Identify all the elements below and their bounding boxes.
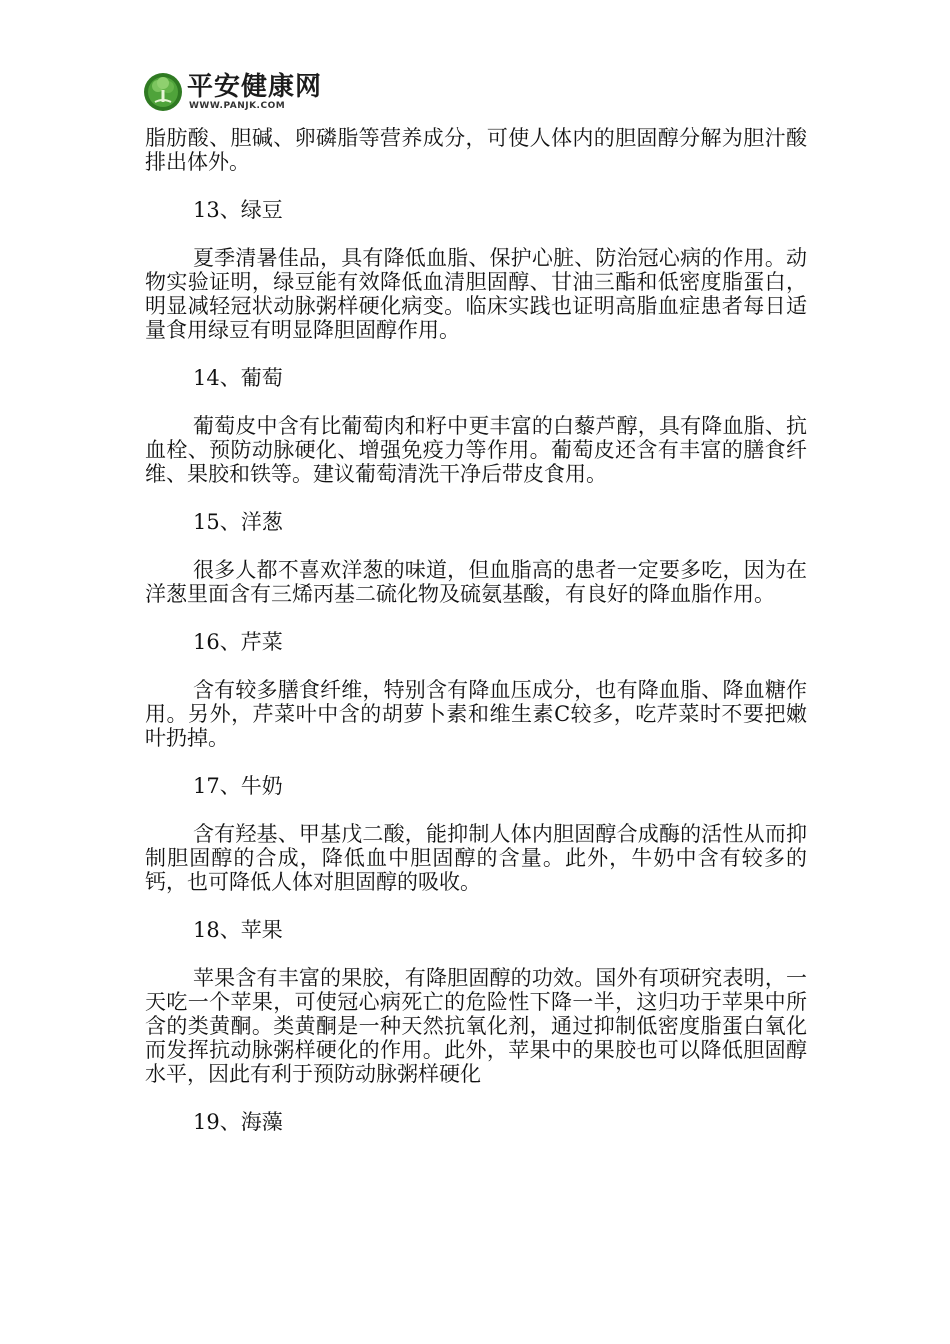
- tree-globe-icon: [143, 72, 183, 112]
- site-logo: [143, 70, 322, 114]
- section-body-17: 含有羟基、甲基戊二酸，能抑制人体内胆固醇合成酶的活性从而抑制胆固醇的合成，降低血中胆固醇的含量。此外，牛奶中含有较多的钙，也可降低人体对胆固醇的吸收。: [145, 822, 807, 894]
- intro-paragraph: 脂肪酸、胆碱、卵磷脂等营养成分，可使人体内的胆固醇分解为胆汁酸排出体外。: [145, 126, 807, 174]
- section-body-13: 夏季清暑佳品，具有降低血脂、保护心脏、防治冠心病的作用。动物实验证明，绿豆能有效降低血清胆固醇、甘油三酯和低密度脂蛋白，明显减轻冠状动脉粥样硬化病变。临床实践也证明高脂血症患者每日适量食用绿豆有明显降胆固醇作用。: [145, 246, 807, 342]
- logo-text: [187, 73, 322, 112]
- section-body-16: 含有较多膳食纤维，特别含有降血压成分，也有降血脂、降血糖作用。另外，芹菜叶中含的胡萝卜素和维生素C较多，吃芹菜时不要把嫩叶扔掉。: [145, 678, 807, 750]
- logo-name: 平安健康网: [187, 71, 323, 102]
- section-body-18: 苹果含有丰富的果胶，有降胆固醇的功效。国外有项研究表明，一天吃一个苹果，可使冠心病死亡的危险性下降一半，这归功于苹果中所含的类黄酮。类黄酮是一种天然抗氧化剂，通过抑制低密度脂蛋白氧化而发挥抗动脉粥样硬化的作用。此外，苹果中的果胶也可以降低胆固醇水平，因此有利于预防动脉粥样硬化: [145, 966, 807, 1086]
- section-heading-17: 17、牛奶: [193, 774, 283, 798]
- section-heading-14: 14、葡萄: [193, 366, 283, 390]
- section-body-14: 葡萄皮中含有比葡萄肉和籽中更丰富的白藜芦醇，具有降血脂、抗血栓、预防动脉硬化、增强免疫力等作用。葡萄皮还含有丰富的膳食纤维、果胶和铁等。建议葡萄清洗干净后带皮食用。: [145, 414, 807, 486]
- logo-url: WWW.PANJK.COM: [189, 100, 286, 111]
- section-heading-16: 16、芹菜: [193, 630, 283, 654]
- section-heading-13: 13、绿豆: [193, 198, 283, 222]
- section-heading-19: 19、海藻: [193, 1110, 283, 1134]
- section-body-15: 很多人都不喜欢洋葱的味道，但血脂高的患者一定要多吃，因为在洋葱里面含有三烯丙基二硫化物及硫氨基酸，有良好的降血脂作用。: [145, 558, 807, 606]
- section-heading-18: 18、苹果: [193, 918, 283, 942]
- document-body: [145, 126, 807, 1134]
- section-heading-15: 15、洋葱: [193, 510, 283, 534]
